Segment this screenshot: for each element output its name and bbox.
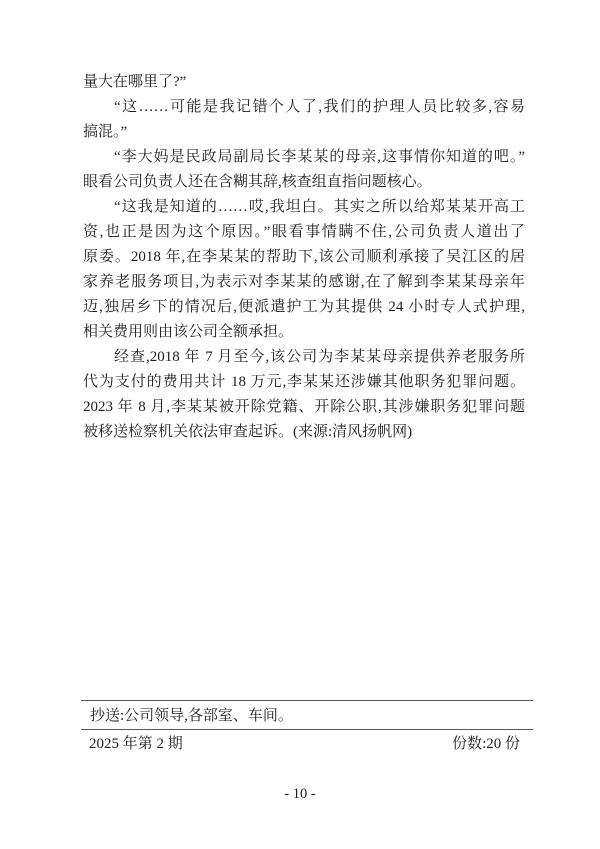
body-line: “李大妈是民政局副局长李某某的母亲,这事情你知道的吧。”	[114, 149, 525, 165]
body-line: 被移送检察机关依法审查起诉。(来源:清风扬帆网)	[83, 424, 413, 440]
copy-to-text: 抄送:公司领导,各部室、车间。	[90, 708, 293, 724]
copies-count: 份数:20 份	[452, 736, 520, 752]
body-line: 眼看公司负责人还在含糊其辞,核查组直指问题核心。	[83, 174, 432, 190]
body-line: 原委。2018 年,在李某某的帮助下,该公司顺利承接了吴江区的居	[83, 249, 525, 265]
body-line: 迈,独居乡下的情况后,便派遣护工为其提供 24 小时专人式护理,	[83, 299, 525, 315]
body-line: “这我是知道的……哎,我坦白。其实之所以给郑某某开高工	[114, 199, 525, 215]
page-number: - 10 -	[284, 786, 316, 802]
body-line: “这……可能是我记错个人了,我们的护理人员比较多,容易	[114, 99, 525, 115]
document-body	[83, 70, 525, 445]
body-line: 搞混。”	[83, 124, 128, 140]
copy-to-row	[81, 700, 533, 729]
body-line: 相关费用则由该公司全额承担。	[83, 324, 294, 340]
body-line: 量大在哪里了?”	[83, 74, 187, 90]
body-line: 2023 年 8 月,李某某被开除党籍、开除公职,其涉嫌职务犯罪问题	[83, 399, 525, 415]
body-line: 资,也正是因为这个原因。”眼看事情瞒不住,公司负责人道出了	[83, 224, 525, 240]
body-line: 家养老服务项目,为表示对李某某的感谢,在了解到李某某母亲年	[83, 274, 525, 290]
issue-row	[81, 729, 533, 756]
body-line: 经查,2018 年 7 月至今,该公司为李某某母亲提供养老服务所	[114, 349, 525, 365]
issue-number: 2025 年第 2 期	[89, 736, 183, 752]
body-line: 代为支付的费用共计 18 万元,李某某还涉嫌其他职务犯罪问题。	[83, 374, 525, 390]
